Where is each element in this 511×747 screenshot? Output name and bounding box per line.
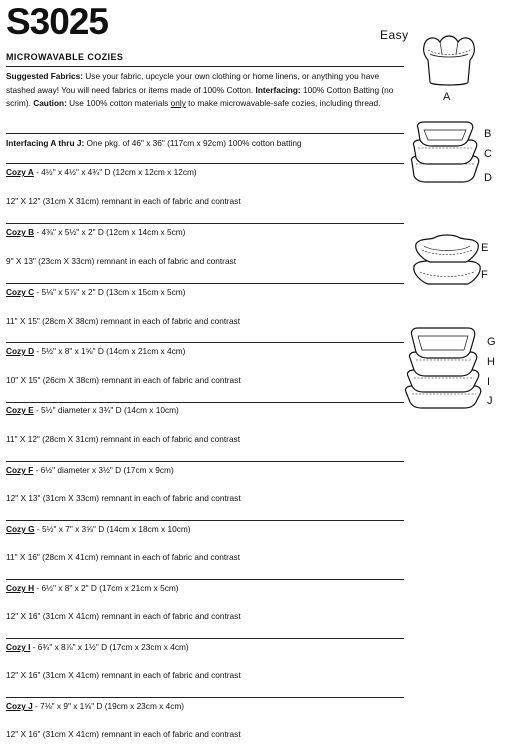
difficulty-label: Easy [380, 28, 409, 42]
cozy-e-rule [6, 461, 404, 462]
cozy-f-fabric: 12" X 13" (31cm X 33cm) remnant in each of fabric and contrast [6, 493, 241, 503]
cozy-f-name: Cozy F [6, 465, 34, 475]
cozy-h-dims: - 6½" x 8" x 2" D (17cm x 21cm x 5cm) [34, 583, 179, 593]
interfacing-text: 100% Cotton Batting (no scrim). [6, 84, 394, 108]
cozy-j-line [6, 701, 184, 712]
cozy-j-fabric: 12" X 16" (31cm X 41cm) remnant in each of fabric and contrast [6, 729, 241, 739]
cozy-d-name: Cozy D [6, 346, 35, 356]
cozy-i-fabric: 12" X 16" (31cm X 41cm) remnant in each of fabric and contrast [6, 670, 241, 680]
cozy-h-name: Cozy H [6, 583, 35, 593]
cozy-h-rule [6, 638, 404, 639]
cozy-c-rule [6, 342, 404, 343]
interfacing-line [6, 137, 404, 149]
cozy-bcd-illustration [402, 118, 486, 186]
cozy-i-dims: - 6¾" x 8⅞" x 1½" D (17cm x 23cm x 4cm) [30, 642, 189, 652]
label-i: I [487, 376, 491, 388]
label-j: J [487, 395, 493, 407]
cozy-g-fabric: 11" X 16" (28cm X 41cm) remnant in each of fabric and contrast [6, 552, 241, 562]
cozy-f-dims: - 6½" diameter x 3½" D (17cm x 9cm) [33, 465, 174, 475]
interfacing-rule [6, 163, 404, 164]
label-f: F [481, 269, 488, 281]
only-emphasis: only [170, 98, 186, 108]
cozy-a-fabric: 12" X 12" (31cm X 31cm) remnant in each of fabric and contrast [6, 196, 241, 206]
cozy-d-fabric: 10" X 15" (26cm X 38cm) remnant in each of fabric and contrast [6, 375, 241, 385]
cozy-e-name: Cozy E [6, 405, 34, 415]
cozy-f-line [6, 465, 174, 476]
cozy-c-line [6, 287, 185, 298]
cozy-h-line [6, 583, 179, 594]
cozy-d-rule [6, 402, 404, 403]
cozy-g-dims: - 5½" x 7" x 3⅝" D (14cm x 18cm x 10cm) [34, 524, 191, 534]
label-d: D [484, 172, 492, 184]
suggested-fabrics-label: Suggested Fabrics: [6, 71, 83, 81]
cozy-h-fabric: 12" X 16" (31cm X 41cm) remnant in each of fabric and contrast [6, 611, 241, 621]
cozy-ghij-illustration [400, 322, 486, 410]
cozy-b-rule [6, 283, 404, 284]
caution-text: Use 100% cotton materials [66, 98, 171, 108]
cozy-g-line [6, 524, 191, 535]
cozy-b-name: Cozy B [6, 227, 35, 237]
caution-label: Caution: [33, 98, 67, 108]
cozy-j-name: Cozy J [6, 701, 33, 711]
cozy-a-line [6, 167, 197, 178]
cozy-a-name: Cozy A [6, 167, 34, 177]
cozy-c-dims: - 5⅛" x 5⅞" x 2" D (13cm x 15cm x 5cm) [34, 287, 186, 297]
cozy-d-dims: - 5½" x 8" x 1⅝" D (14cm x 21cm x 4cm) [34, 346, 186, 356]
cozy-a-dims: - 4½" x 4½" x 4¾" D (12cm x 12cm x 12cm) [33, 167, 197, 177]
cozy-c-name: Cozy C [6, 287, 35, 297]
label-c: C [484, 148, 492, 160]
cozy-g-rule [6, 579, 404, 580]
cozy-a-rule [6, 223, 404, 224]
section-title: MICROWAVABLE COZIES [6, 52, 124, 62]
cozy-d-line [6, 346, 185, 357]
cozy-i-rule [6, 697, 404, 698]
label-a: A [443, 91, 451, 103]
cozy-a-illustration [414, 32, 484, 90]
interfacing-label: Interfacing: [255, 84, 301, 95]
label-h: H [487, 356, 495, 368]
suggested-fabrics-paragraph [6, 70, 398, 111]
label-g: G [487, 336, 496, 348]
cozy-i-name: Cozy I [6, 642, 31, 652]
cozy-b-line [6, 227, 185, 238]
cozy-ef-illustration [410, 232, 489, 292]
caution-text-end: to make microwavable-safe cozies, including thread. [185, 98, 381, 108]
interfacing-line-text: One pkg. of 46" x 36" (117cm x 92cm) 100% cotton batting [84, 138, 302, 148]
cozy-b-dims: - 4⅜" x 5½" x 2" D (12cm x 14cm x 5cm) [34, 227, 186, 237]
cozy-i-line [6, 642, 189, 653]
cozy-e-line [6, 405, 179, 416]
title-rule [6, 66, 404, 67]
cozy-e-dims: - 5½" diameter x 3¾" D (14cm x 10cm) [33, 405, 179, 415]
cozy-g-name: Cozy G [6, 524, 35, 534]
cozy-e-fabric: 11" X 12" (28cm X 31cm) remnant in each of fabric and contrast [6, 434, 241, 444]
pattern-number: S3025 [6, 1, 108, 42]
cozy-c-fabric: 11" X 15" (28cm X 38cm) remnant in each of fabric and contrast [6, 316, 241, 326]
cozy-j-dims: - 7⅛" x 9" x 1⅝" D (19cm x 23cm x 4cm) [32, 701, 185, 711]
fabrics-rule [6, 133, 404, 134]
suggested-fabrics-text: Use your fabric, upcycle your own clothing or home linens, or anything you have stashed away! You will need fabrics or items made of 100% Cotton. [6, 71, 380, 95]
label-b: B [484, 128, 492, 140]
cozy-b-fabric: 9" X 13" (23cm X 33cm) remnant in each of fabric and contrast [6, 256, 237, 266]
cozy-f-rule [6, 520, 404, 521]
interfacing-line-label: Interfacing A thru J: [6, 138, 85, 148]
label-e: E [481, 242, 489, 254]
